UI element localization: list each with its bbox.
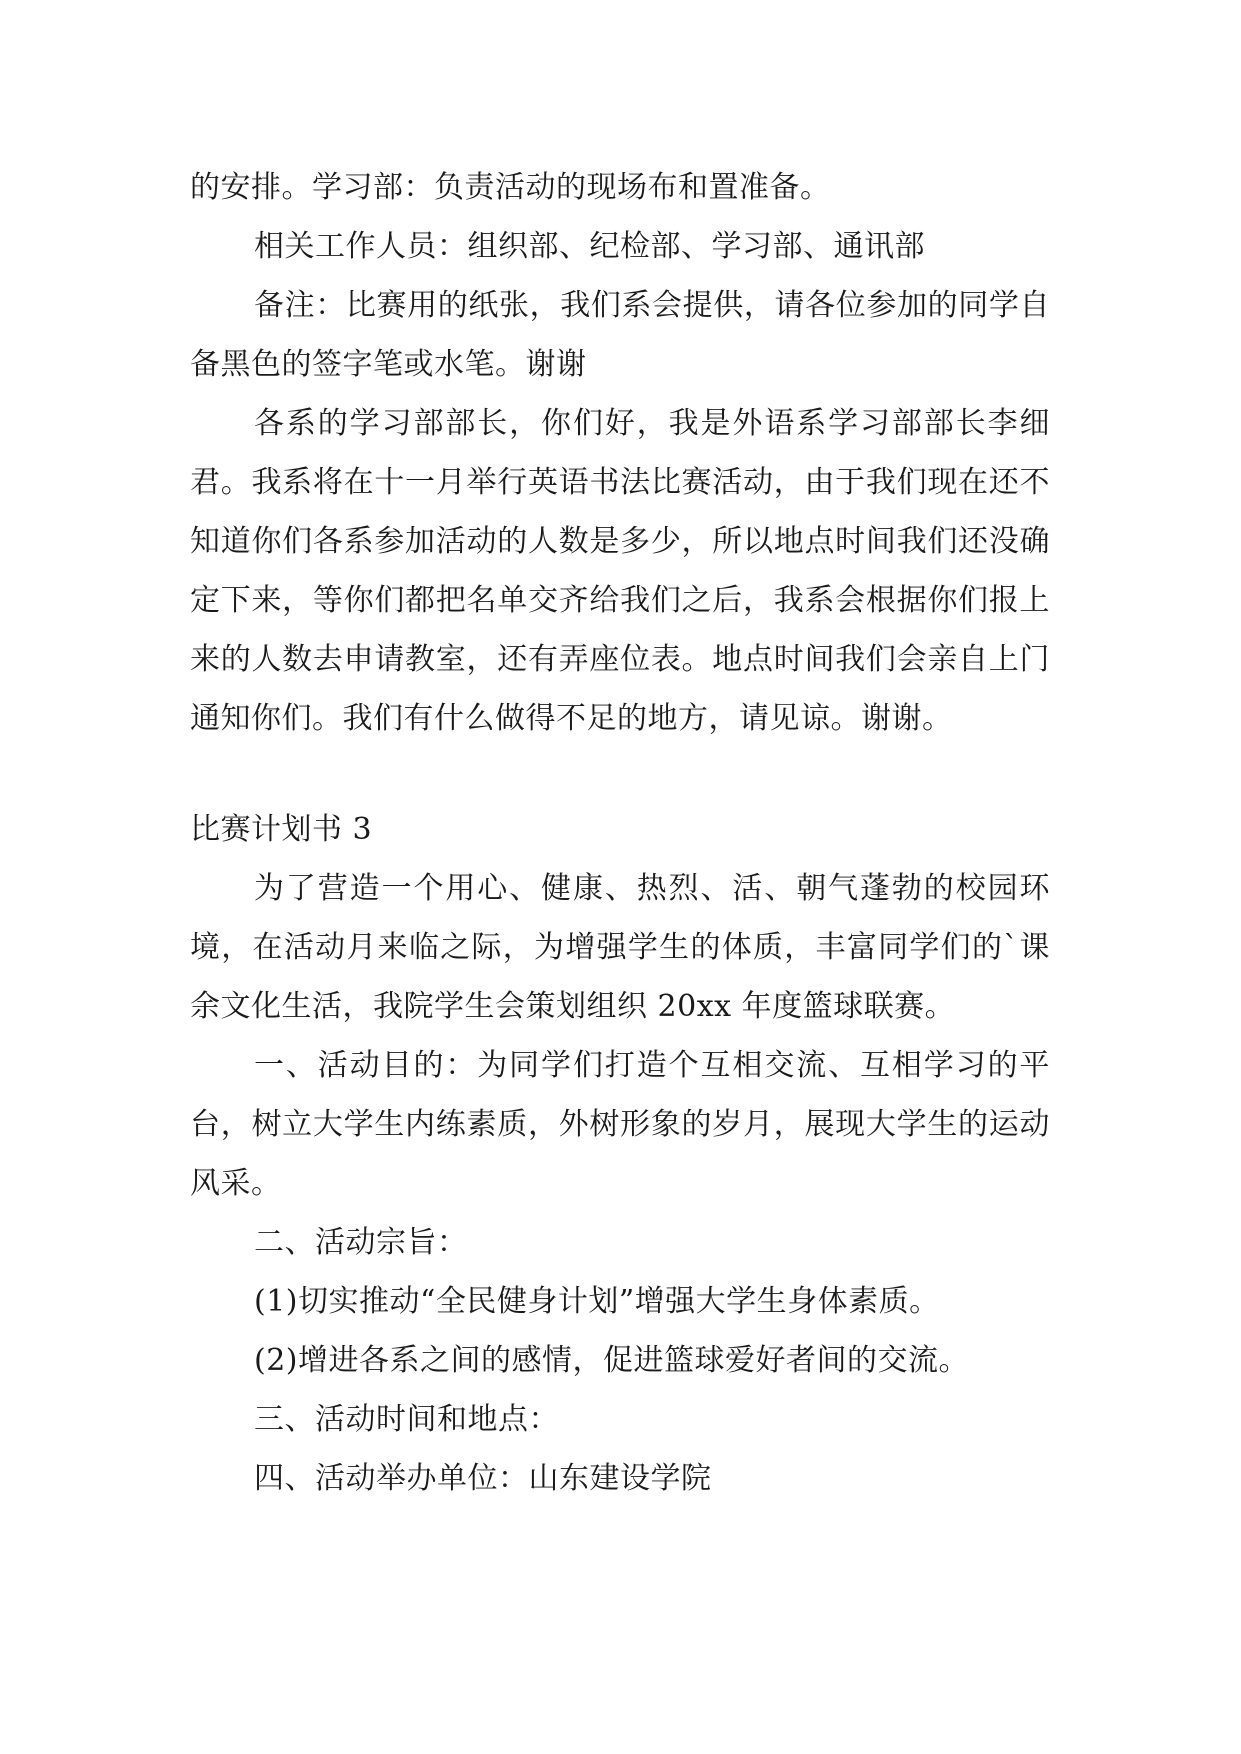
- paragraph-aim-2: (2)增进各系之间的感情，促进篮球爱好者间的交流。: [254, 1343, 969, 1378]
- document-body: [190, 158, 1050, 1508]
- paragraph-time-place: 三、活动时间和地点：: [254, 1402, 559, 1437]
- paragraph-intro: 为了营造一个用心、健康、热烈、活、朝气蓬勃的校园环境，在活动月来临之际，为增强学生的体质，丰富同学们的`课余文化生活，我院学生会策划组织 20xx 年度篮球联赛。: [190, 871, 1050, 1024]
- paragraph-purpose: 一、活动目的：为同学们打造个互相交流、互相学习的平台，树立大学生内练素质，外树形象的岁月，展现大学生的运动风采。: [190, 1048, 1050, 1201]
- paragraph-aim-1: (1)切实推动“全民健身计划”增强大学生身体素质。: [254, 1284, 940, 1319]
- paragraph-note: 备注：比赛用的纸张，我们系会提供，请各位参加的同学自备黑色的签字笔或水笔。谢谢: [190, 288, 1050, 382]
- paragraph-letter: 各系的学习部部长，你们好，我是外语系学习部部长李细君。我系将在十一月举行英语书法比赛活动，由于我们现在还不知道你们各系参加活动的人数是多少，所以地点时间我们还没确定下来，等你们都把名单交齐给我们之后，我系会根据你们报上来的人数去申请教室，还有弄座位表。地点时间我们会亲自上门通知你们。我们有什么做得不足的地方，请见谅。谢谢。: [190, 406, 1050, 736]
- paragraph-organizer: 四、活动举办单位：山东建设学院: [254, 1461, 712, 1496]
- paragraph-arrangement: 的安排。学习部：负责活动的现场布和置准备。: [190, 170, 831, 205]
- section-spacer: [190, 748, 1050, 800]
- paragraph-aim-heading: 二、活动宗旨：: [254, 1225, 468, 1260]
- paragraph-staff: 相关工作人员：组织部、纪检部、学习部、通讯部: [254, 229, 925, 264]
- section-title: 比赛计划书 3: [190, 812, 373, 847]
